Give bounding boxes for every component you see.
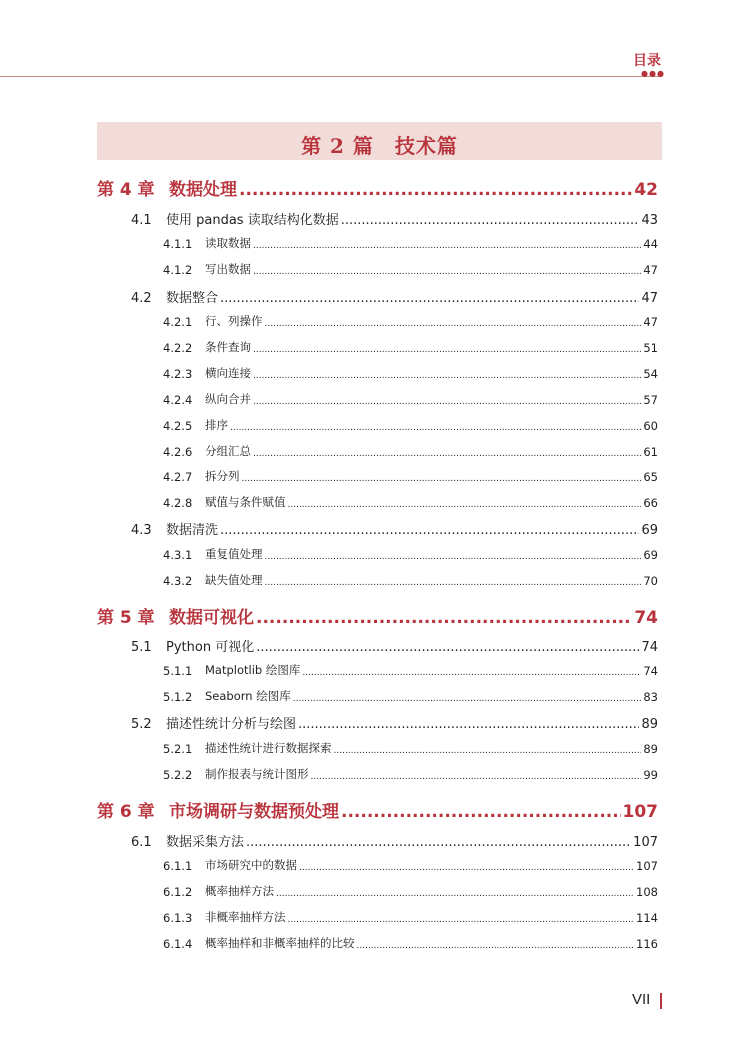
toc-entry-number: 4.3: [131, 523, 152, 538]
toc-entry-sub[interactable]: [163, 766, 658, 782]
toc-entry-page: 83: [643, 690, 658, 704]
toc-leader-dots: [299, 863, 634, 873]
toc-entry-sec[interactable]: [131, 714, 658, 732]
toc-entry-page: 61: [643, 445, 658, 459]
toc-leader-dots: [293, 694, 642, 704]
toc-entry-title: 赋值与条件赋值: [205, 495, 286, 509]
toc-entry-number: 4.2.4: [163, 393, 193, 407]
toc-entry-sub[interactable]: [163, 688, 658, 704]
toc-leader-dots: [256, 608, 632, 628]
toc-entry-page: 107: [633, 835, 658, 850]
toc-entry-title: 纵向合并: [205, 392, 251, 406]
toc-leader-dots: [253, 267, 641, 277]
part-title: 第 2 篇 技术篇: [301, 134, 458, 158]
toc-leader-dots: [239, 180, 632, 200]
toc-entry-title: 拆分列: [205, 469, 240, 483]
toc-entry-sub[interactable]: [163, 468, 658, 484]
toc-leader-dots: [256, 640, 639, 655]
toc-leader-dots: [253, 397, 641, 407]
toc-entry-sub[interactable]: [163, 417, 658, 433]
toc-entry-page: 108: [636, 885, 658, 899]
toc-entry-title: 读取数据: [205, 236, 251, 250]
toc-entry-page: 54: [643, 367, 658, 381]
toc-entry-number: 6.1.3: [163, 911, 193, 925]
toc-entry-page: 114: [636, 911, 658, 925]
toc-leader-dots: [334, 746, 642, 756]
toc-entry-page: 116: [636, 937, 658, 951]
toc-entry-sec[interactable]: [131, 832, 658, 850]
toc-entry-sub[interactable]: [163, 572, 658, 588]
toc-leader-dots: [288, 915, 635, 925]
toc-entry-page: 65: [643, 470, 658, 484]
toc-entry-title: 市场调研与数据预处理: [169, 802, 339, 822]
toc-entry-title: 概率抽样和非概率抽样的比较: [205, 936, 355, 950]
toc-entry-sec[interactable]: [131, 288, 658, 306]
toc-entry-title: 分组汇总: [205, 444, 251, 458]
toc-entry-number: 5.1: [131, 640, 152, 655]
toc-entry-number: 4.2.6: [163, 445, 193, 459]
toc-entry-number: 6.1.2: [163, 885, 193, 899]
toc-entry-page: 47: [641, 291, 658, 306]
toc-entry-title: 缺失值处理: [205, 573, 263, 587]
toc-entry-page: 107: [622, 802, 658, 822]
toc-entry-page: 70: [643, 574, 658, 588]
toc-entry-number: 6.1.4: [163, 937, 193, 951]
header-title: 目录: [633, 53, 661, 69]
toc-entry-title: 写出数据: [205, 262, 251, 276]
toc-entry-sub[interactable]: [163, 546, 658, 562]
header-dots: ●●●: [641, 69, 665, 78]
toc-entry-page: 74: [634, 608, 658, 628]
toc-entry-sub[interactable]: [163, 235, 658, 251]
toc-leader-dots: [302, 668, 641, 678]
toc-entry-title: 行、列操作: [205, 314, 263, 328]
toc-entry-page: 89: [643, 742, 658, 756]
toc-leader-dots: [341, 802, 621, 822]
toc-entry-title: Matplotlib 绘图库: [205, 663, 301, 677]
toc-leader-dots: [265, 552, 642, 562]
toc-entry-number: 5.1.1: [163, 664, 193, 678]
toc-entry-page: 69: [641, 523, 658, 538]
toc-entry-chapter[interactable]: [97, 176, 658, 200]
toc-entry-title: 使用 pandas 读取结构化数据: [166, 213, 339, 228]
toc-entry-title: 制作报表与统计图形: [205, 767, 309, 781]
toc-entry-number: 第 5 章: [97, 608, 155, 628]
header-rule: [0, 76, 662, 77]
toc-entry-number: 4.2.1: [163, 315, 193, 329]
toc-entry-page: 74: [641, 640, 658, 655]
toc-entry-number: 4.2.7: [163, 470, 193, 484]
toc-entry-page: 99: [643, 768, 658, 782]
toc-leader-dots: [265, 578, 642, 588]
toc-entry-sub[interactable]: [163, 261, 658, 277]
toc-entry-title: 横向连接: [205, 366, 251, 380]
toc-entry-number: 6.1.1: [163, 859, 193, 873]
toc-entry-title: 数据可视化: [169, 608, 254, 628]
toc-entry-page: 69: [643, 548, 658, 562]
toc-entry-number: 4.2: [131, 291, 152, 306]
page-number-bar: [660, 993, 662, 1009]
toc-entry-page: 51: [643, 341, 658, 355]
toc-leader-dots: [357, 941, 635, 951]
toc-entry-number: 4.2.2: [163, 341, 193, 355]
toc-entry-sub[interactable]: [163, 365, 658, 381]
toc-entry-title: 数据处理: [169, 180, 237, 200]
toc-leader-dots: [230, 423, 641, 433]
toc-entry-title: 重复值处理: [205, 547, 263, 561]
part-banner: [97, 122, 662, 160]
toc-leader-dots: [253, 371, 641, 381]
toc-entry-title: Python 可视化: [166, 640, 255, 655]
toc-entry-number: 4.3.1: [163, 548, 193, 562]
toc-leader-dots: [253, 241, 641, 251]
toc-leader-dots: [220, 523, 639, 538]
toc-entry-sub[interactable]: [163, 391, 658, 407]
toc-entry-sub[interactable]: [163, 740, 658, 756]
toc-entry-sub[interactable]: [163, 935, 658, 951]
toc-entry-sub[interactable]: [163, 494, 658, 510]
toc-leader-dots: [253, 345, 641, 355]
page-number: VII: [632, 991, 651, 1008]
toc-entry-number: 4.2.8: [163, 496, 193, 510]
toc-leader-dots: [288, 500, 642, 510]
toc-entry-chapter[interactable]: [97, 798, 658, 822]
toc-entry-number: 5.2.1: [163, 742, 193, 756]
toc-entry-title: 条件查询: [205, 340, 251, 354]
toc-entry-number: 5.2: [131, 717, 152, 732]
toc-entry-number: 6.1: [131, 835, 152, 850]
toc-entry-title: 描述性统计进行数据探索: [205, 741, 332, 755]
toc-entry-title: 数据清洗: [166, 523, 219, 538]
toc-leader-dots: [311, 772, 642, 782]
toc-entry-sub[interactable]: [163, 857, 658, 873]
toc-entry-chapter[interactable]: [97, 604, 658, 628]
toc-entry-title: 非概率抽样方法: [205, 910, 286, 924]
toc-entry-title: Seaborn 绘图库: [205, 689, 291, 703]
toc-entry-title: 数据整合: [166, 291, 219, 306]
toc-entry-number: 4.2.5: [163, 419, 193, 433]
toc-entry-page: 66: [643, 496, 658, 510]
toc-entry-page: 43: [641, 213, 658, 228]
toc-entry-page: 74: [643, 664, 658, 678]
toc-entry-title: 概率抽样方法: [205, 884, 274, 898]
toc-entry-title: 市场研究中的数据: [205, 858, 297, 872]
toc-entry-page: 60: [643, 419, 658, 433]
toc-entry-page: 57: [643, 393, 658, 407]
toc-entry-number: 第 4 章: [97, 180, 155, 200]
toc-entry-sub[interactable]: [163, 909, 658, 925]
toc-entry-title: 描述性统计分析与绘图: [166, 717, 297, 732]
toc-entry-sec[interactable]: [131, 210, 658, 228]
toc-leader-dots: [220, 291, 639, 306]
toc-entry-sub[interactable]: [163, 443, 658, 459]
toc-entry-sec[interactable]: [131, 637, 658, 655]
toc-entry-page: 89: [641, 717, 658, 732]
toc-entry-sub[interactable]: [163, 662, 658, 678]
toc-leader-dots: [341, 213, 640, 228]
toc-entry-number: 4.1.1: [163, 237, 193, 251]
toc-entry-sub[interactable]: [163, 339, 658, 355]
toc-entry-page: 107: [636, 859, 658, 873]
toc-entry-page: 42: [634, 180, 658, 200]
toc-entry-title: 排序: [205, 418, 228, 432]
toc-entry-page: 47: [643, 315, 658, 329]
toc-entry-page: 47: [643, 263, 658, 277]
toc-entry-number: 5.1.2: [163, 690, 193, 704]
toc-entry-number: 4.3.2: [163, 574, 193, 588]
toc-leader-dots: [265, 319, 642, 329]
toc-entry-number: 5.2.2: [163, 768, 193, 782]
toc-entry-sub[interactable]: [163, 313, 658, 329]
toc-leader-dots: [298, 717, 639, 732]
toc-entry-number: 4.2.3: [163, 367, 193, 381]
toc-entry-sec[interactable]: [131, 520, 658, 538]
toc-entry-title: 数据采集方法: [166, 835, 245, 850]
toc-leader-dots: [242, 474, 642, 484]
toc-leader-dots: [253, 449, 641, 459]
toc-leader-dots: [246, 835, 631, 850]
toc-entry-number: 4.1.2: [163, 263, 193, 277]
toc-entry-page: 44: [643, 237, 658, 251]
toc-entry-number: 4.1: [131, 213, 152, 228]
toc-leader-dots: [276, 889, 634, 899]
toc-entry-sub[interactable]: [163, 883, 658, 899]
toc-entry-number: 第 6 章: [97, 802, 155, 822]
